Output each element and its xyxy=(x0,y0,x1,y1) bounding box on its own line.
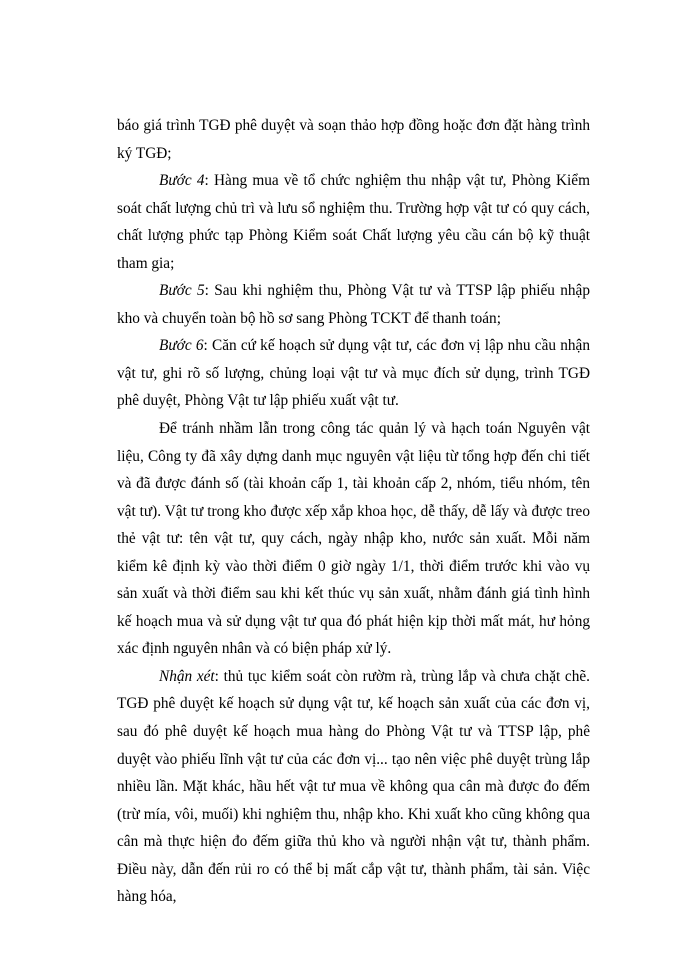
paragraph-text: : Hàng mua về tổ chức nghiệm thu nhập vật tư, Phòng Kiểm soát chất lượng chủ trì và lưu sổ nghiệm thu. Trường hợp vật tư có quy cách, chất lượng phức tạp Phòng Kiểm soát Chất lượng yêu cầu cán bộ kỹ thuật tham gia; xyxy=(117,172,590,272)
paragraph-step-6 xyxy=(117,332,590,415)
paragraph-remarks xyxy=(117,663,590,911)
paragraph-continuation xyxy=(117,112,590,167)
step-label: Bước 6 xyxy=(159,337,204,355)
paragraph-step-5 xyxy=(117,277,590,332)
step-label: Bước 5 xyxy=(159,282,205,300)
paragraph-text: Để tránh nhầm lẫn trong công tác quản lý và hạch toán Nguyên vật liệu, Công ty đã xây dựng danh mục nguyên vật liệu từ tổng hợp đến chi tiết và đã được đánh số (tài khoản cấp 1, tài khoản cấp 2, nhóm, tiểu nhóm, tên vật tư). Vật tư trong kho được xếp xắp khoa học, dễ thấy, dễ lấy và được treo thẻ vật tư: tên vật tư, quy cách, ngày nhập kho, nước sản xuất. Mỗi năm kiểm kê định kỳ vào thời điểm 0 giờ ngày 1/1, thời điểm trước khi vào vụ sản xuất và thời điểm sau khi kết thúc vụ sản xuất, nhằm đánh giá tình hình kế hoạch mua và sử dụng vật tư qua đó phát hiện kịp thời mất mát, hư hỏng xác định nguyên nhân và có biện pháp xử lý. xyxy=(117,420,590,658)
remark-label: Nhận xét xyxy=(159,667,215,685)
paragraph-text: báo giá trình TGĐ phê duyệt và soạn thảo hợp đồng hoặc đơn đặt hàng trình ký TGĐ; xyxy=(117,117,590,162)
paragraph-text: : Sau khi nghiệm thu, Phòng Vật tư và TTSP lập phiếu nhập kho và chuyển toàn bộ hồ sơ sang Phòng TCKT để thanh toán; xyxy=(117,282,590,327)
paragraph-text: : thủ tục kiểm soát còn rườm rà, trùng lắp và chưa chặt chẽ. TGĐ phê duyệt kế hoạch sử dụng vật tư, kế hoạch sản xuất của các đơn vị, sau đó phê duyệt kế hoạch mua hàng do Phòng Vật tư và TTSP lập, phê duyệt vào phiếu lĩnh vật tư của các đơn vị... tạo nên việc phê duyệt trùng lắp nhiều lần. Mặt khác, hầu hết vật tư mua về không qua cân mà được đo đếm (trừ mía, vôi, muối) khi nghiệm thu, nhập kho. Khi xuất kho cũng không qua cân mà thực hiện đo đếm giữa thủ kho và người nhận vật tư, thành phẩm. Điều này, dẫn đến rủi ro có thể bị mất cắp vật tư, thành phẩm, tài sản. Việc hàng hóa, xyxy=(117,667,590,906)
paragraph-step-4 xyxy=(117,167,590,277)
paragraph-material-management xyxy=(117,415,590,663)
step-label: Bước 4 xyxy=(159,172,205,190)
paragraph-text: : Căn cứ kế hoạch sử dụng vật tư, các đơn vị lập nhu cầu nhận vật tư, ghi rõ số lượng, chủng loại vật tư và mục đích sử dụng, trình TGĐ phê duyệt, Phòng Vật tư lập phiếu xuất vật tư. xyxy=(117,337,590,410)
body-text xyxy=(117,112,590,911)
